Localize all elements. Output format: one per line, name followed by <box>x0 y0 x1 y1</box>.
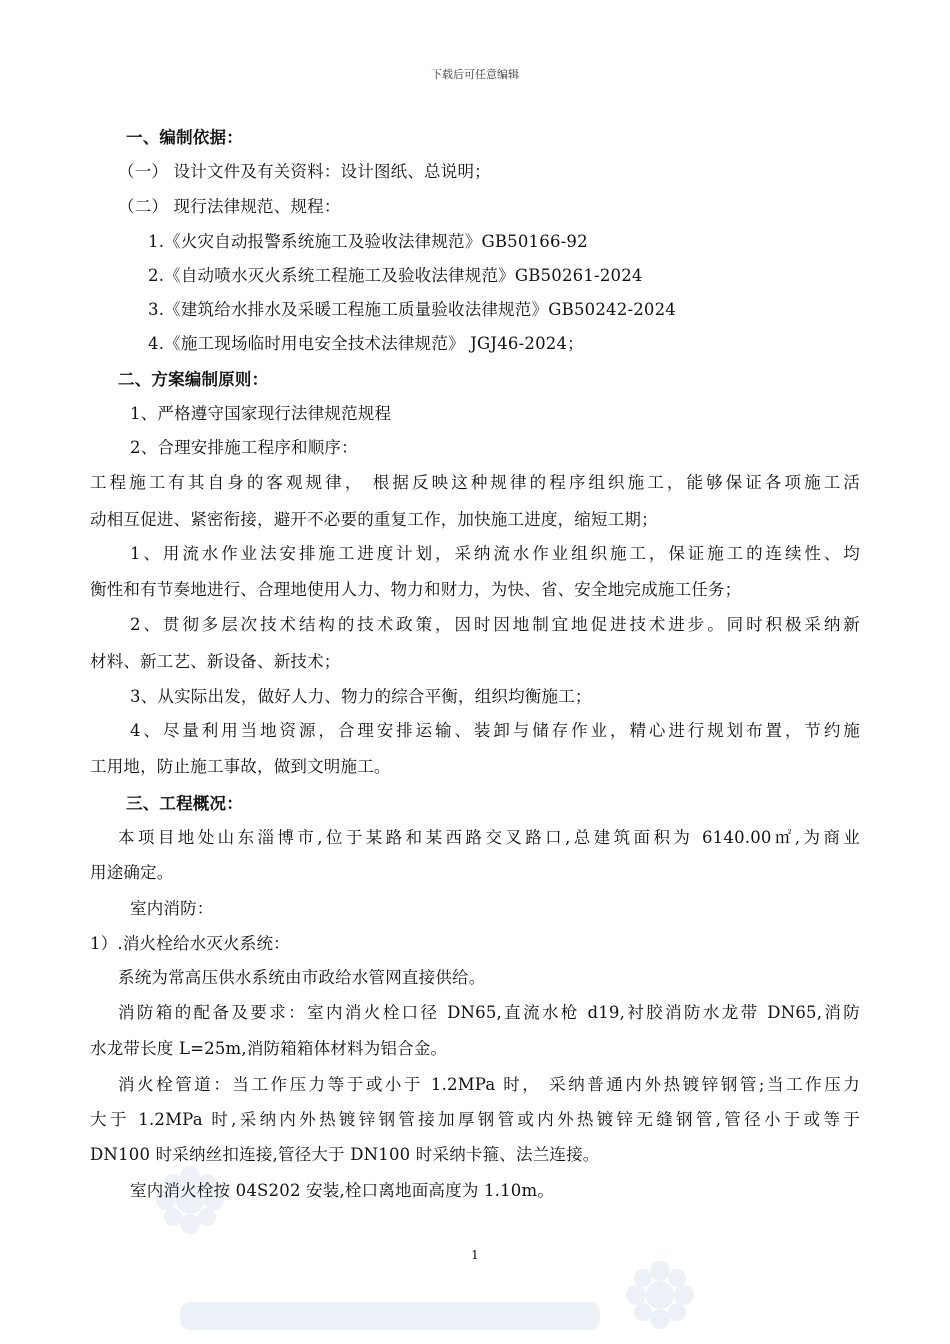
body-line: 大于 1.2MPa 时,采纳内外热镀锌钢管接加厚钢管或内外热镀锌无缝钢管,管径小于或等于 <box>90 1110 860 1129</box>
body-line: 消防箱的配备及要求：室内消火栓口径 DN65,直流水枪 d19,衬胶消防水龙带 DN65,消防 <box>118 1003 860 1022</box>
body-line: 1、严格遵守国家现行法律规范规程 <box>130 404 392 423</box>
body-line: 1、用流水作业法安排施工进度计划，采纳流水作业组织施工，保证施工的连续性、均 <box>130 544 860 563</box>
body-line: 室内消防： <box>130 899 214 918</box>
list-item: 1.《火灾自动报警系统施工及验收法律规范》GB50166-92 <box>148 232 588 251</box>
section-heading: 二、方案编制原则： <box>118 370 269 389</box>
body-line: 室内消火栓按 04S202 安装,栓口离地面高度为 1.10m。 <box>130 1181 555 1200</box>
watermark-band <box>180 1296 600 1336</box>
list-item: 4.《施工现场临时用电安全技术法律规范》 JGJ46-2024； <box>148 334 584 353</box>
section-heading: 三、工程概况： <box>126 794 243 813</box>
section-heading: 一、编制依据： <box>126 128 243 147</box>
body-line: 系统为常高压供水系统由市政给水管网直接供给。 <box>118 968 486 987</box>
body-line: 1）.消火栓给水灭火系统： <box>90 934 290 953</box>
list-item: 3.《建筑给水排水及采暖工程施工质量验收法律规范》GB50242-2024 <box>148 300 677 319</box>
page-number: 1 <box>471 1248 479 1262</box>
body-line: 2、合理安排施工程序和顺序： <box>130 438 358 457</box>
body-line: 3、从实际出发，做好人力、物力的综合平衡，组织均衡施工； <box>130 687 592 706</box>
body-line: 用途确定。 <box>90 863 174 882</box>
body-line: 本项目地处山东淄博市,位于某路和某西路交叉路口,总建筑面积为 6140.00㎡,为商业 <box>118 828 860 847</box>
body-line: （二） 现行法律规范、规程： <box>118 197 341 216</box>
body-line: （一） 设计文件及有关资料：设计图纸、总说明； <box>118 162 491 181</box>
watermark-flower-icon <box>620 1255 700 1335</box>
body-line: 动相互促进、紧密衔接，避开不必要的重复工作，加快施工进度，缩短工期； <box>90 510 658 529</box>
body-line: DN100 时采纳丝扣连接,管径大于 DN100 时采纳卡箍、法兰连接。 <box>90 1145 600 1164</box>
body-line: 2、贯彻多层次技术结构的技术政策，因时因地制宜地促进技术进步。同时积极采纳新 <box>130 615 860 634</box>
body-line: 工程施工有其自身的客观规律， 根据反映这种规律的程序组织施工，能够保证各项施工活 <box>90 473 860 492</box>
body-line: 消火栓管道：当工作压力等于或小于 1.2MPa 时， 采纳普通内外热镀锌钢管;当工作压力 <box>118 1075 860 1094</box>
list-item: 2.《自动喷水灭火系统工程施工及验收法律规范》GB50261-2024 <box>148 266 643 285</box>
page-header: 下载后可任意编辑 <box>431 68 519 81</box>
body-line: 水龙带长度 L=25m,消防箱箱体材料为铝合金。 <box>90 1039 448 1058</box>
body-line: 工用地，防止施工事故，做到文明施工。 <box>90 757 391 776</box>
body-line: 材料、新工艺、新设备、新技术； <box>90 652 341 671</box>
body-line: 4、尽量利用当地资源，合理安排运输、装卸与储存作业，精心进行规划布置，节约施 <box>130 721 860 740</box>
body-line: 衡性和有节奏地进行、合理地使用人力、物力和财力，为快、省、安全地完成施工任务； <box>90 580 742 599</box>
